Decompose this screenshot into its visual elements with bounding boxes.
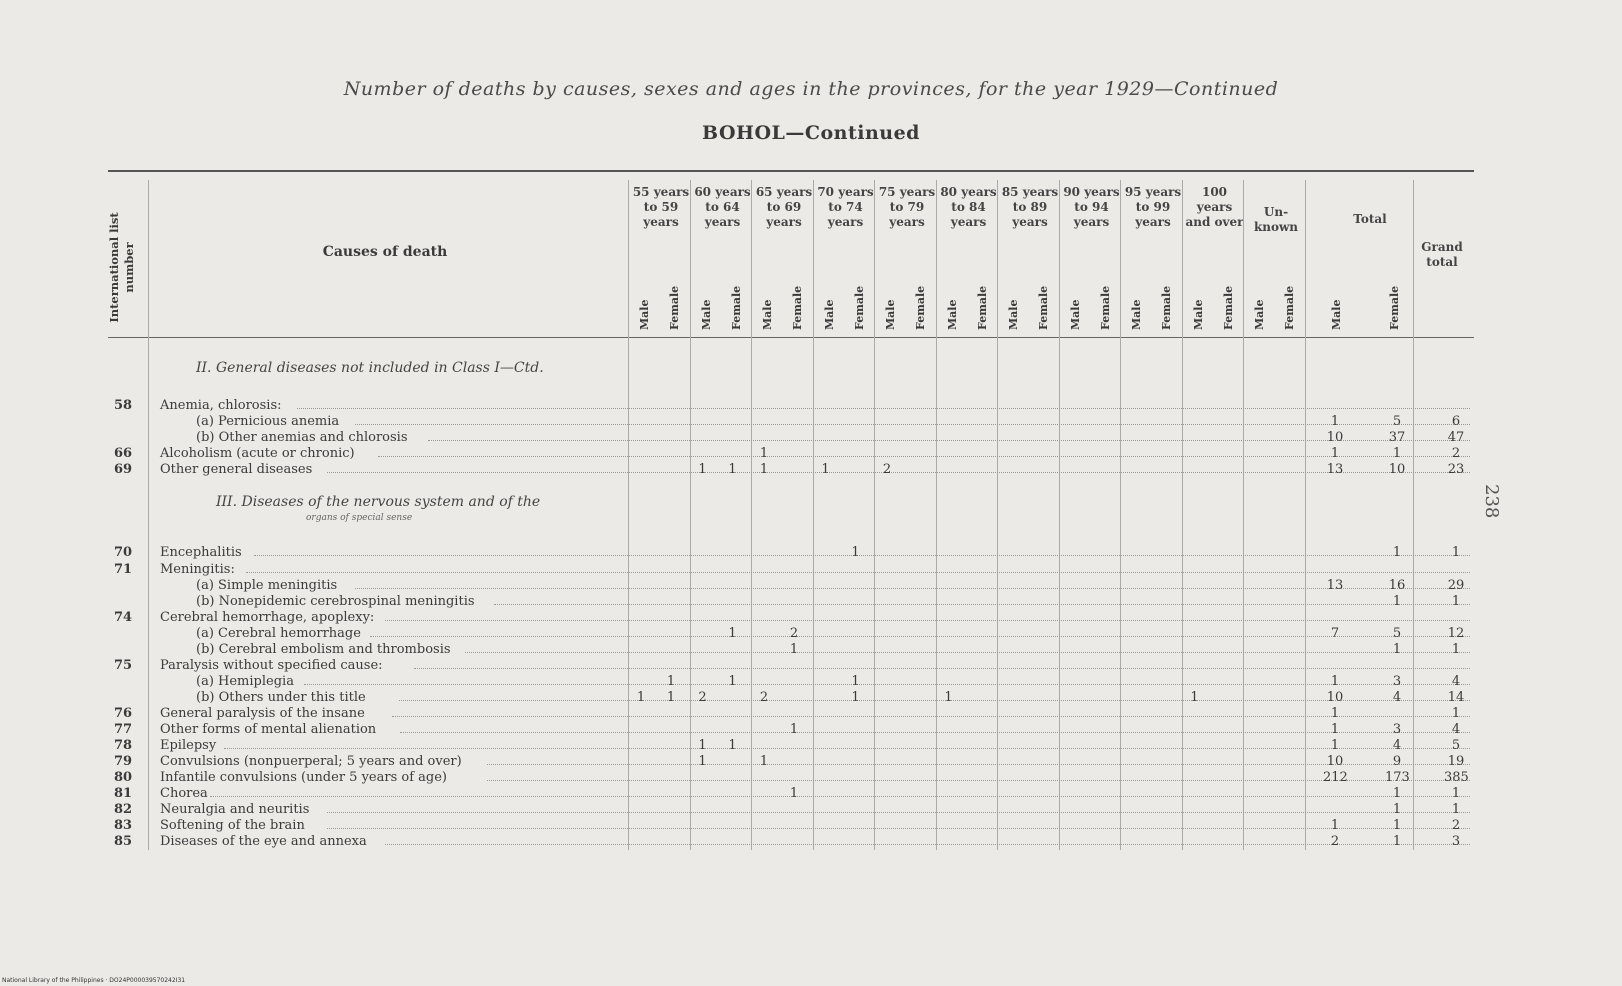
cause-label: (b) Cerebral embolism and thrombosis xyxy=(196,642,451,657)
male-subheader: Male xyxy=(761,299,774,330)
table-row xyxy=(0,430,1622,446)
male-subheader: Male xyxy=(1330,299,1343,330)
male-subheader: Male xyxy=(1130,299,1143,330)
intl-number: 77 xyxy=(114,722,133,737)
age-group-header: 65 years to 69 years xyxy=(755,185,813,229)
cell-value: 1 xyxy=(1392,834,1402,849)
cell-value: 1 xyxy=(1392,802,1402,817)
section-2-heading: II. General diseases not included in Class I—Ctd. xyxy=(196,360,544,376)
page-subtitle: BOHOL—Continued xyxy=(702,122,920,144)
cell-value: 1 xyxy=(851,690,860,705)
leader-dots xyxy=(494,603,1470,605)
cell-value: 1 xyxy=(1330,674,1340,689)
table-row xyxy=(0,722,1622,738)
cell-value: 37 xyxy=(1388,430,1406,445)
cell-value: 1 xyxy=(698,738,707,753)
cell-value: 1 xyxy=(851,545,860,560)
cause-label: (b) Nonepidemic cerebrospinal meningitis xyxy=(196,594,475,609)
cell-value: 1 xyxy=(728,626,737,641)
cell-value: 19 xyxy=(1447,754,1465,769)
cell-value: 1 xyxy=(1190,690,1199,705)
cause-label: Infantile convulsions (under 5 years of age) xyxy=(160,770,447,785)
leader-dots xyxy=(385,843,1470,845)
intl-number: 82 xyxy=(114,802,133,817)
age-group-header: Total xyxy=(1353,212,1387,226)
cell-value: 10 xyxy=(1388,462,1406,477)
leader-dots xyxy=(355,423,1470,425)
cause-label: Chorea xyxy=(160,786,208,801)
cell-value: 3 xyxy=(1451,834,1461,849)
female-subheader: Female xyxy=(1098,285,1112,330)
cell-value: 5 xyxy=(1392,414,1402,429)
cell-value: 1 xyxy=(1392,786,1402,801)
cell-value: 1 xyxy=(728,738,737,753)
cell-value: 9 xyxy=(1392,754,1402,769)
cell-value: 1 xyxy=(1451,545,1461,560)
male-subheader: Male xyxy=(699,299,713,330)
cell-value: 1 xyxy=(1451,706,1461,721)
table-row xyxy=(0,690,1622,706)
leader-dots xyxy=(428,439,1470,441)
intl-number: 71 xyxy=(114,562,133,577)
cell-value: 47 xyxy=(1447,430,1465,445)
cell-value: 1 xyxy=(789,722,799,737)
cause-label: Other general diseases xyxy=(160,462,313,477)
age-group-header: 90 years to 94 years xyxy=(1063,185,1120,229)
intl-number: 80 xyxy=(114,770,133,785)
section-3-heading: III. Diseases of the nervous system and of the xyxy=(216,494,541,510)
cell-value: 173 xyxy=(1385,770,1410,785)
female-subheader: Female xyxy=(791,285,804,330)
cell-value: 1 xyxy=(789,786,799,801)
table-row xyxy=(0,578,1622,594)
female-subheader: Female xyxy=(1388,285,1401,330)
cell-value: 1 xyxy=(851,674,860,689)
leader-dots xyxy=(246,571,1470,573)
archive-footer: National Library of the Philippines · DO24P000039570242I31 xyxy=(2,977,186,984)
cell-value: 3 xyxy=(1392,674,1402,689)
cause-label: (b) Other anemias and chlorosis xyxy=(196,430,408,445)
table-row xyxy=(0,786,1622,802)
cell-value: 2 xyxy=(882,462,892,477)
intl-number: 74 xyxy=(114,610,133,625)
intl-number-header: International list number xyxy=(107,212,136,323)
table-row xyxy=(0,594,1622,610)
cause-label: Anemia, chlorosis: xyxy=(160,398,282,413)
cause-label: (a) Hemiplegia xyxy=(196,674,294,689)
table-row xyxy=(0,545,1622,561)
cause-label: Softening of the brain xyxy=(160,818,305,833)
female-subheader: Female xyxy=(668,285,681,330)
female-subheader: Female xyxy=(729,285,743,330)
male-subheader: Male xyxy=(1068,299,1082,330)
cell-value: 1 xyxy=(1330,738,1340,753)
cell-value: 1 xyxy=(759,754,769,769)
cause-label: Other forms of mental alienation xyxy=(160,722,377,737)
cause-label: (a) Pernicious anemia xyxy=(196,414,340,429)
cell-value: 2 xyxy=(1451,818,1461,833)
intl-number: 70 xyxy=(114,545,133,560)
cell-value: 2 xyxy=(698,690,707,705)
cell-value: 2 xyxy=(759,690,769,705)
causes-header: Causes of death xyxy=(322,244,448,260)
cause-label: Meningitis: xyxy=(160,562,235,577)
leader-dots xyxy=(392,715,1470,717)
age-group-header: 95 years to 99 years xyxy=(1124,185,1182,229)
age-group-header: 75 years to 79 years xyxy=(878,185,936,229)
leader-dots xyxy=(399,699,1470,701)
leader-dots xyxy=(210,795,1470,797)
table-row xyxy=(0,642,1622,658)
cell-value: 1 xyxy=(1330,446,1340,461)
age-group-header: 85 years to 89 years xyxy=(1001,185,1059,229)
cell-value: 14 xyxy=(1447,690,1465,705)
cell-value: 1 xyxy=(1451,642,1461,657)
cell-value: 1 xyxy=(1392,545,1402,560)
cause-label: Diseases of the eye and annexa xyxy=(160,834,367,849)
leader-dots xyxy=(465,651,1470,653)
male-subheader: Male xyxy=(1253,299,1266,330)
cell-value: 4 xyxy=(1451,674,1461,689)
cell-value: 1 xyxy=(1330,722,1340,737)
table-row xyxy=(0,770,1622,786)
male-subheader: Male xyxy=(1191,299,1205,330)
page-number: 238 xyxy=(1481,484,1502,519)
cell-value: 1 xyxy=(666,690,676,705)
cell-value: 16 xyxy=(1388,578,1406,593)
cell-value: 23 xyxy=(1447,462,1465,477)
table-row xyxy=(0,802,1622,818)
cell-value: 13 xyxy=(1326,578,1344,593)
intl-number: 58 xyxy=(114,398,133,413)
male-subheader: Male xyxy=(945,299,959,330)
cell-value: 1 xyxy=(698,754,707,769)
table-row xyxy=(0,738,1622,754)
cause-label: Epilepsy xyxy=(160,738,217,753)
leader-dots xyxy=(370,635,1470,637)
cell-value: 1 xyxy=(1392,594,1402,609)
cell-value: 10 xyxy=(1326,430,1344,445)
cause-label: (b) Others under this title xyxy=(196,690,366,705)
cell-value: 385 xyxy=(1444,770,1469,785)
cell-value: 4 xyxy=(1392,738,1402,753)
cell-value: 1 xyxy=(1451,786,1461,801)
table-row xyxy=(0,818,1622,834)
leader-dots xyxy=(355,587,1470,589)
cause-label: Encephalitis xyxy=(160,545,242,560)
cause-label: Convulsions (nonpuerperal; 5 years and over) xyxy=(160,754,462,769)
top-rule xyxy=(108,170,1474,172)
leader-dots xyxy=(385,619,1470,621)
section-3-subheading: organs of special sense xyxy=(306,513,413,523)
intl-number: 85 xyxy=(114,834,133,849)
cause-label: Neuralgia and neuritis xyxy=(160,802,310,817)
header-rule xyxy=(108,337,1474,338)
table-row xyxy=(0,610,1622,626)
intl-number: 79 xyxy=(114,754,133,769)
cause-label: (a) Cerebral hemorrhage xyxy=(196,626,361,641)
table-row xyxy=(0,626,1622,642)
cell-value: 10 xyxy=(1326,754,1344,769)
table-row xyxy=(0,462,1622,478)
age-group-header: 55 years to 59 years xyxy=(632,185,690,229)
female-subheader: Female xyxy=(914,285,927,330)
table-row xyxy=(0,754,1622,770)
cell-value: 5 xyxy=(1392,626,1402,641)
female-subheader: Female xyxy=(852,285,866,330)
age-group-header: 70 years to 74 years xyxy=(817,185,874,229)
cause-label: General paralysis of the insane xyxy=(160,706,365,721)
leader-dots xyxy=(297,407,1470,409)
leader-dots xyxy=(378,455,1470,457)
leader-dots xyxy=(327,811,1470,813)
leader-dots xyxy=(224,747,1470,749)
cell-value: 212 xyxy=(1323,770,1348,785)
cell-value: 1 xyxy=(1330,414,1340,429)
cause-label: Cerebral hemorrhage, apoplexy: xyxy=(160,610,375,625)
cell-value: 1 xyxy=(728,462,737,477)
table-row xyxy=(0,706,1622,722)
leader-dots xyxy=(400,731,1470,733)
age-group-header: Un-known xyxy=(1253,205,1299,234)
intl-number: 83 xyxy=(114,818,133,833)
female-subheader: Female xyxy=(1221,285,1235,330)
cell-value: 12 xyxy=(1447,626,1465,641)
cell-value: 3 xyxy=(1392,722,1402,737)
cell-value: 1 xyxy=(1392,446,1402,461)
cell-value: 2 xyxy=(1330,834,1340,849)
cell-value: 2 xyxy=(789,626,799,641)
cell-value: 2 xyxy=(1451,446,1461,461)
table-row xyxy=(0,834,1622,850)
intl-number: 76 xyxy=(114,706,133,721)
intl-number: 81 xyxy=(114,786,133,801)
grand-total-header: Grand total xyxy=(1421,240,1463,269)
male-subheader: Male xyxy=(884,299,897,330)
cause-label: Paralysis without specified cause: xyxy=(160,658,383,673)
age-group-header: 60 years to 64 years xyxy=(694,185,751,229)
table-row xyxy=(0,658,1622,674)
cell-value: 7 xyxy=(1330,626,1340,641)
cell-value: 1 xyxy=(759,462,769,477)
female-subheader: Female xyxy=(1283,285,1296,330)
cell-value: 1 xyxy=(1330,706,1340,721)
male-subheader: Male xyxy=(822,299,836,330)
page-title: Number of deaths by causes, sexes and ages in the provinces, for the year 1929—Continued xyxy=(343,78,1279,100)
age-group-header: 100 years and over xyxy=(1185,185,1244,229)
cell-value: 1 xyxy=(789,642,799,657)
cell-value: 10 xyxy=(1326,690,1344,705)
age-group-header: 80 years to 84 years xyxy=(940,185,997,229)
cell-value: 1 xyxy=(1392,818,1402,833)
intl-number: 75 xyxy=(114,658,133,673)
intl-number: 78 xyxy=(114,738,133,753)
table-row xyxy=(0,562,1622,578)
table-row xyxy=(0,674,1622,690)
leader-dots xyxy=(327,827,1470,829)
female-subheader: Female xyxy=(1037,285,1050,330)
leader-dots xyxy=(414,667,1470,669)
cell-value: 1 xyxy=(1392,642,1402,657)
cell-value: 1 xyxy=(698,462,707,477)
cell-value: 5 xyxy=(1451,738,1461,753)
cell-value: 1 xyxy=(1451,802,1461,817)
female-subheader: Female xyxy=(1160,285,1173,330)
male-subheader: Male xyxy=(638,299,651,330)
table-row xyxy=(0,414,1622,430)
cell-value: 6 xyxy=(1451,414,1461,429)
cause-label: Alcoholism (acute or chronic) xyxy=(160,446,355,461)
female-subheader: Female xyxy=(975,285,989,330)
cause-label: (a) Simple meningitis xyxy=(196,578,338,593)
cell-value: 1 xyxy=(728,674,737,689)
cell-value: 4 xyxy=(1392,690,1402,705)
cell-value: 1 xyxy=(666,674,676,689)
cell-value: 1 xyxy=(759,446,769,461)
table-row xyxy=(0,446,1622,462)
cell-value: 29 xyxy=(1447,578,1465,593)
cell-value: 4 xyxy=(1451,722,1461,737)
cell-value: 1 xyxy=(944,690,953,705)
male-subheader: Male xyxy=(1007,299,1020,330)
cell-value: 1 xyxy=(1451,594,1461,609)
cell-value: 1 xyxy=(1330,818,1340,833)
intl-number: 69 xyxy=(114,462,133,477)
cell-value: 1 xyxy=(636,690,646,705)
table-row xyxy=(0,398,1622,414)
cell-value: 1 xyxy=(821,462,830,477)
leader-dots xyxy=(304,683,1470,685)
intl-number: 66 xyxy=(114,446,133,461)
cell-value: 13 xyxy=(1326,462,1344,477)
